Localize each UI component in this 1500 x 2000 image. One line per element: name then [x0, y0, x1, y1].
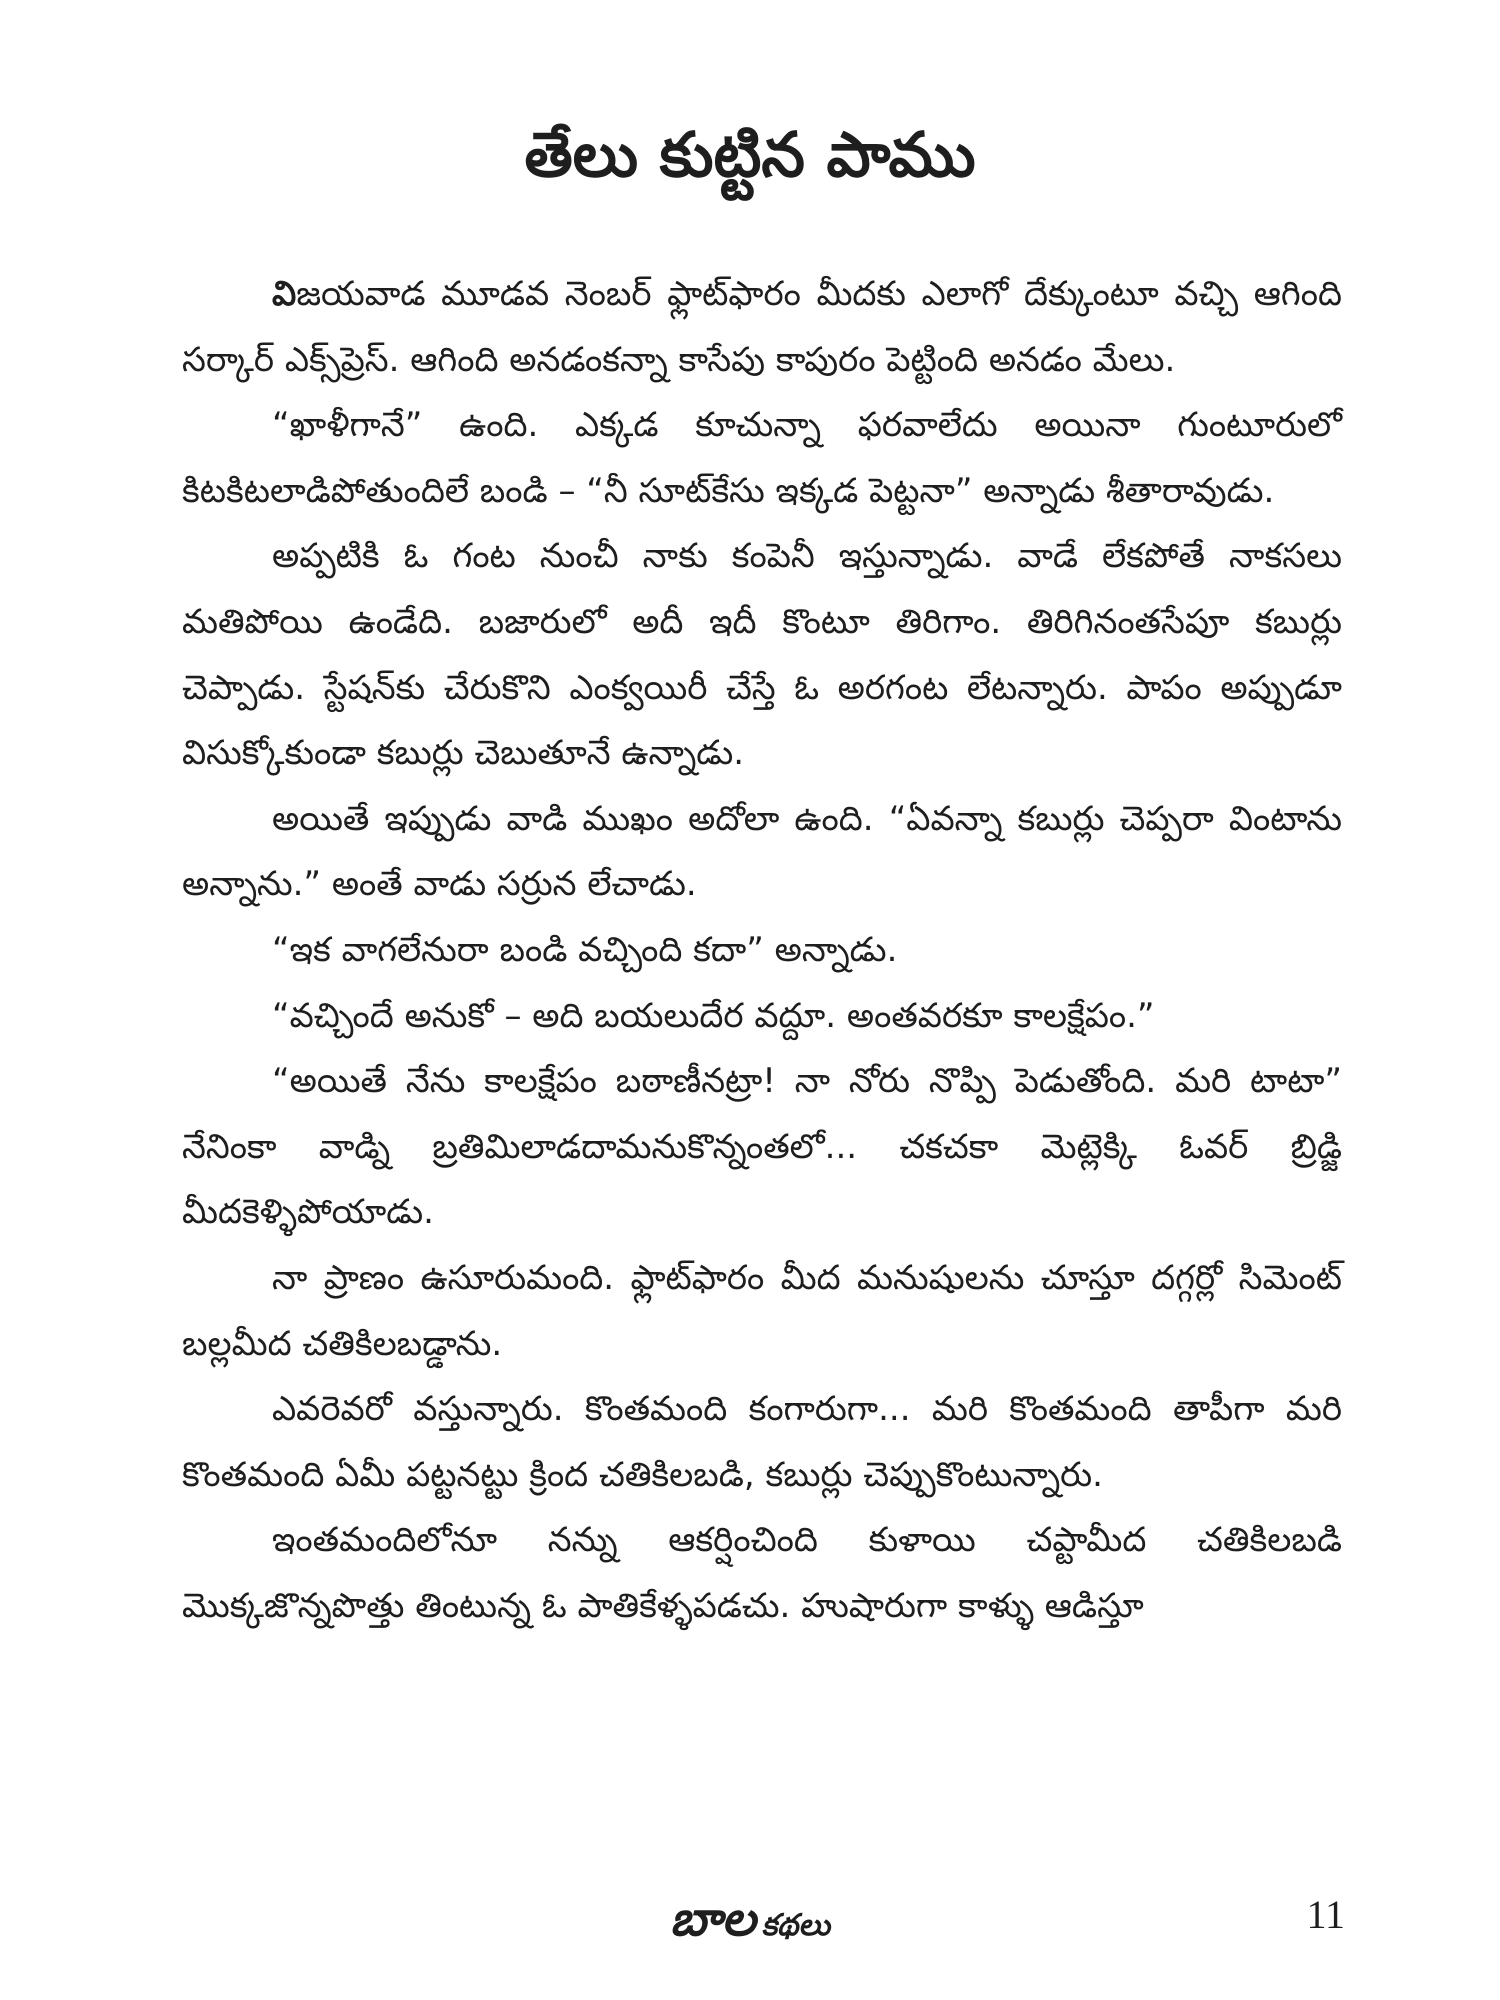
first-letter: వి [272, 274, 297, 314]
story-body [182, 262, 1342, 1639]
paragraph-6: “వచ్చిందే అనుకో – అది బయలుదేర వద్దూ. అంతవరకూ కాలక్షేపం.” [272, 995, 1155, 1036]
logo-main-text: బాల [670, 1891, 756, 1947]
paragraph-10: ఇంతమందిలోనూ నన్ను ఆకర్షించింది కుళాయి చప్టామీద చతికిలబడి మొక్కజొన్నపొత్తు తింటున్న ఓ పాతికేళ్ళపడచు. హుషారుగా కాళ్ళు ఆడిస్తూ [182, 1520, 1342, 1626]
book-logo [670, 1891, 830, 1959]
paragraph-8: నా ప్రాణం ఉసూరుమంది. ఫ్లాట్‌ఫారం మీద మనుషులను చూస్తూ దగ్గర్లో సిమెంట్ బల్లమీద చతికిలబడ్డాను. [182, 1257, 1342, 1364]
paragraph-5: “ఇక వాగలేనురా బండి వచ్చింది కదా” అన్నాడు. [272, 929, 898, 970]
logo-sub-text: కథలు [761, 1908, 830, 1943]
paragraph-3: అప్పటికి ఓ గంట నుంచీ నాకు కంపెనీ ఇస్తున్నాడు. వాడే లేకపోతే నాకసలు మతిపోయి ఉండేది. బజారులో అదీ ఇదీ కొంటూ తిరిగాం. తిరిగినంతసేపూ కబుర్లు చెప్పాడు. స్టేషన్‌కు చేరుకొని ఎంక్వయిరీ చేస్తే ఓ అరగంట లేటన్నారు. పాపం అప్పుడూ విసుక్కోకుండా కబుర్లు చెబుతూనే ఉన్నాడు. [182, 536, 1342, 774]
paragraph-2: “ఖాళీగానే” ఉంది. ఎక్కడ కూచున్నా ఫరవాలేదు అయినా గుంటూరులో కిటకిటలాడిపోతుందిలే బండి – “నీ సూట్‌కేసు ఇక్కడ పెట్టనా” అన్నాడు శీతారావుడు. [182, 405, 1342, 511]
paragraph-4: అయితే ఇప్పుడు వాడి ముఖం అదోలా ఉంది. “ఏవన్నా కబుర్లు చెప్పరా వింటాను అన్నాను.” అంతే వాడు సర్రున లేచాడు. [182, 798, 1342, 905]
page-footer [0, 1885, 1500, 1955]
page-number: 11 [1306, 1892, 1345, 1937]
story-title: తేలు కుట్టిన పాము [524, 118, 976, 191]
paragraph-9: ఎవరెవరో వస్తున్నారు. కొంతమంది కంగారుగా... మరి కొంతమంది తాపీగా మరి కొంతమంది ఏమీ పట్టనట్టు క్రింద చతికిలబడి, కబుర్లు చెప్పుకొంటున్నారు. [182, 1389, 1342, 1495]
paragraph-1 [182, 262, 1342, 393]
paragraph-7: “అయితే నేను కాలక్షేపం బఠాణీనట్రా! నా నోరు నొప్పి పెడుతోంది. మరి టాటా” నేనింకా వాడ్ని బ్రతిమిలాడదామనుకొన్నంతలో... చకచకా మెట్లెక్కి ఓవర్ బ్రిడ్జి మీదకెళ్ళిపోయాడు. [182, 1061, 1342, 1233]
paragraph-text: జయవాడ మూడవ నెంబర్ ఫ్లాట్‌ఫారం మీదకు ఎలాగో దేక్కుంటూ వచ్చి ఆగింది సర్కార్ ఎక్స్‌ప్రెస్. ఆగింది అనడంకన్నా కాసేపు కాపురం పెట్టింది అనడం మేలు. [182, 274, 1342, 380]
